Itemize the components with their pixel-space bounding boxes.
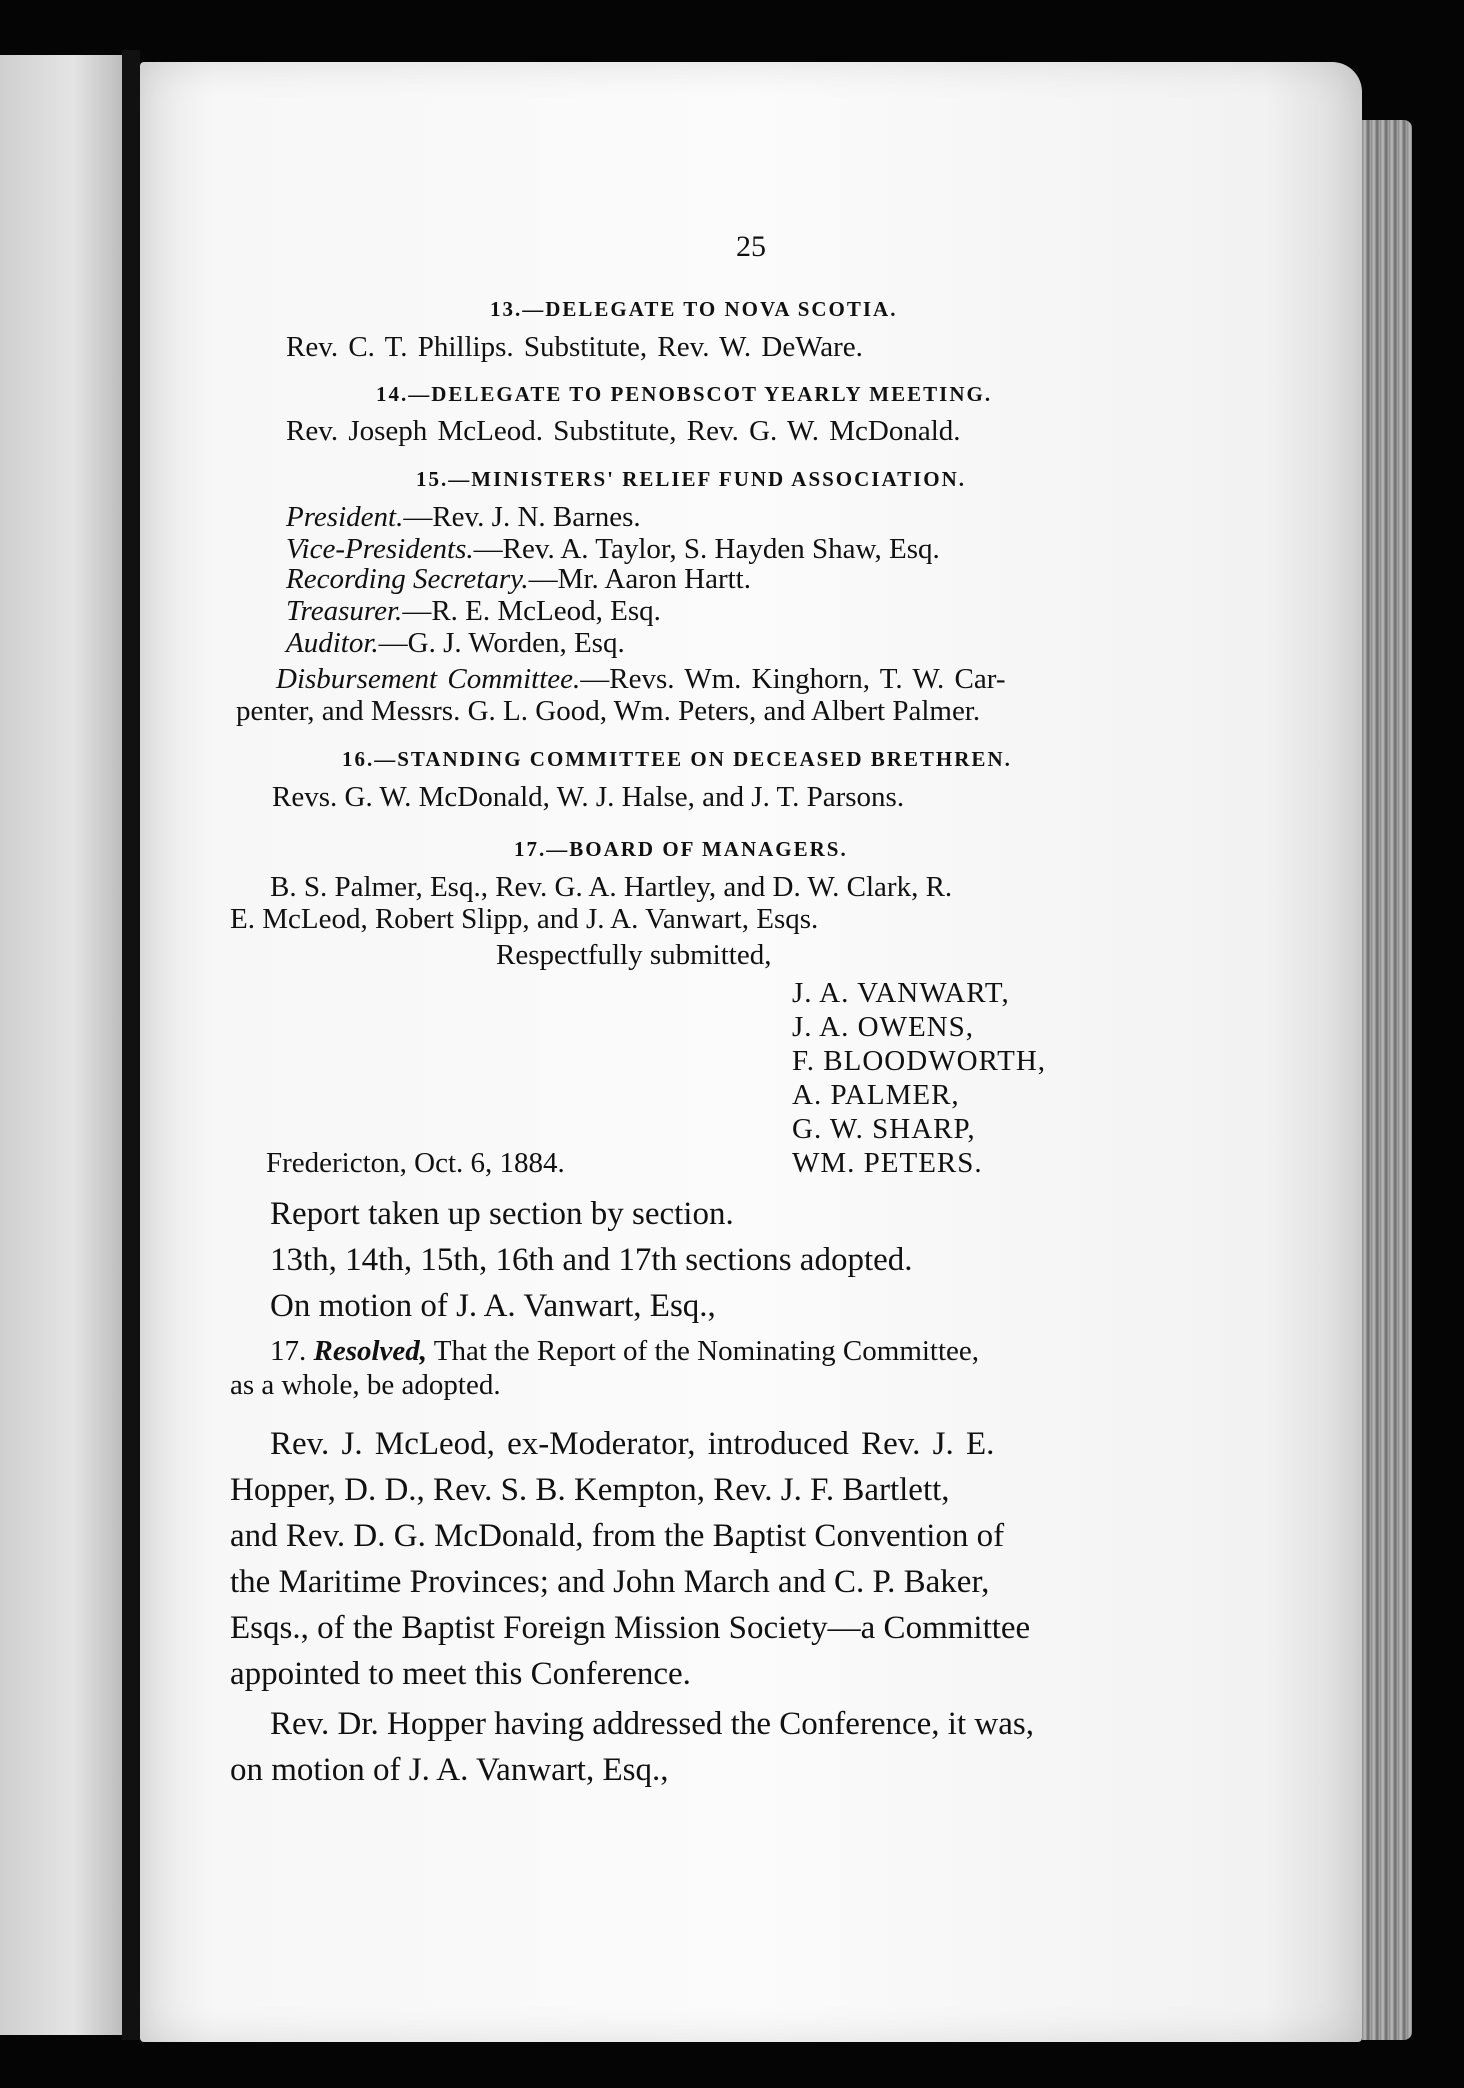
section-16-heading: 16.—STANDING COMMITTEE ON DECEASED BRETHREN. bbox=[342, 747, 1012, 771]
section-14-heading: 14.—DELEGATE TO PENOBSCOT YEARLY MEETING. bbox=[376, 382, 993, 406]
facing-page-edge bbox=[0, 55, 122, 2035]
disbursement-committee-continued: penter, and Messrs. G. L. Good, Wm. Peters, and Albert Palmer. bbox=[236, 695, 981, 727]
paragraph-introduction-line: Rev. J. McLeod, ex-Moderator, introduced Rev. J. E. bbox=[270, 1426, 995, 1462]
signatory: WM. PETERS. bbox=[792, 1147, 983, 1179]
section-13-heading: 13.—DELEGATE TO NOVA SCOTIA. bbox=[490, 297, 898, 321]
auditor-role: Auditor. bbox=[286, 627, 379, 659]
paragraph-introduction-line: and Rev. D. G. McDonald, from the Baptist Convention of bbox=[230, 1518, 1005, 1554]
resolution-number: 17. bbox=[270, 1335, 314, 1367]
book-spine bbox=[122, 50, 140, 2040]
section-15-heading: 15.—MINISTERS' RELIEF FUND ASSOCIATION. bbox=[416, 467, 967, 491]
paragraph-hopper-line: Rev. Dr. Hopper having addressed the Conference, it was, bbox=[270, 1706, 1034, 1742]
section-17-heading: 17.—BOARD OF MANAGERS. bbox=[514, 837, 848, 861]
president-role: President. bbox=[286, 501, 404, 533]
treasurer-name: —R. E. McLeod, Esq. bbox=[402, 595, 661, 627]
page-number: 25 bbox=[736, 230, 766, 263]
auditor-name: —G. J. Worden, Esq. bbox=[378, 627, 625, 659]
paragraph-hopper-line: on motion of J. A. Vanwart, Esq., bbox=[230, 1752, 669, 1788]
minutes-motion: On motion of J. A. Vanwart, Esq., bbox=[270, 1288, 716, 1324]
minutes-sections-adopted: 13th, 14th, 15th, 16th and 17th sections adopted. bbox=[270, 1242, 913, 1278]
vice-presidents-names: —Rev. A. Taylor, S. Hayden Shaw, Esq. bbox=[473, 533, 940, 565]
page-text bbox=[140, 62, 1362, 2042]
section-16-text: Revs. G. W. McDonald, W. J. Halse, and J. T. Parsons. bbox=[272, 781, 905, 813]
signatory: A. PALMER, bbox=[792, 1079, 960, 1111]
paragraph-introduction-line: appointed to meet this Conference. bbox=[230, 1656, 691, 1692]
page-stack-edge bbox=[1362, 120, 1412, 2040]
resolved-word: Resolved, bbox=[313, 1335, 428, 1367]
recording-secretary-role: Recording Secretary. bbox=[286, 563, 529, 595]
section-17-line-2: E. McLeod, Robert Slipp, and J. A. Vanwart, Esqs. bbox=[230, 903, 819, 935]
paragraph-introduction-line: Hopper, D. D., Rev. S. B. Kempton, Rev. J. F. Bartlett, bbox=[230, 1472, 950, 1508]
signatory: F. BLOODWORTH, bbox=[792, 1045, 1047, 1077]
place-date: Fredericton, Oct. 6, 1884. bbox=[266, 1147, 565, 1179]
treasurer-line bbox=[286, 594, 661, 628]
disbursement-committee-line bbox=[276, 662, 1005, 696]
signatory: G. W. SHARP, bbox=[792, 1113, 976, 1145]
treasurer-role: Treasurer. bbox=[286, 595, 403, 627]
signatory: J. A. OWENS, bbox=[792, 1011, 974, 1043]
vice-presidents-line bbox=[286, 532, 940, 566]
president-line bbox=[286, 500, 641, 534]
auditor-line bbox=[286, 626, 625, 660]
resolution-text: That the Report of the Nominating Committee, bbox=[427, 1335, 980, 1367]
minutes-report-taken: Report taken up section by section. bbox=[270, 1196, 734, 1232]
disbursement-committee-names: —Revs. Wm. Kinghorn, T. W. Car- bbox=[580, 663, 1006, 695]
disbursement-committee-role: Disbursement Committee. bbox=[276, 663, 581, 695]
document-page bbox=[140, 62, 1362, 2042]
paragraph-introduction-line: Esqs., of the Baptist Foreign Mission Society—a Committee bbox=[230, 1610, 1031, 1646]
signatory: J. A. VANWART, bbox=[792, 977, 1010, 1009]
resolution-17-continued: as a whole, be adopted. bbox=[230, 1369, 501, 1401]
recording-secretary-name: —Mr. Aaron Hartt. bbox=[528, 563, 751, 595]
closing-phrase: Respectfully submitted, bbox=[496, 939, 772, 971]
paragraph-introduction-line: the Maritime Provinces; and John March and C. P. Baker, bbox=[230, 1564, 990, 1600]
section-13-text: Rev. C. T. Phillips. Substitute, Rev. W. DeWare. bbox=[286, 331, 863, 363]
vice-presidents-role: Vice-Presidents. bbox=[286, 533, 474, 565]
president-name: —Rev. J. N. Barnes. bbox=[403, 501, 641, 533]
resolution-17 bbox=[270, 1334, 979, 1368]
section-17-line-1: B. S. Palmer, Esq., Rev. G. A. Hartley, and D. W. Clark, R. bbox=[270, 871, 953, 903]
recording-secretary-line bbox=[286, 562, 751, 596]
section-14-text: Rev. Joseph McLeod. Substitute, Rev. G. W. McDonald. bbox=[286, 415, 961, 447]
